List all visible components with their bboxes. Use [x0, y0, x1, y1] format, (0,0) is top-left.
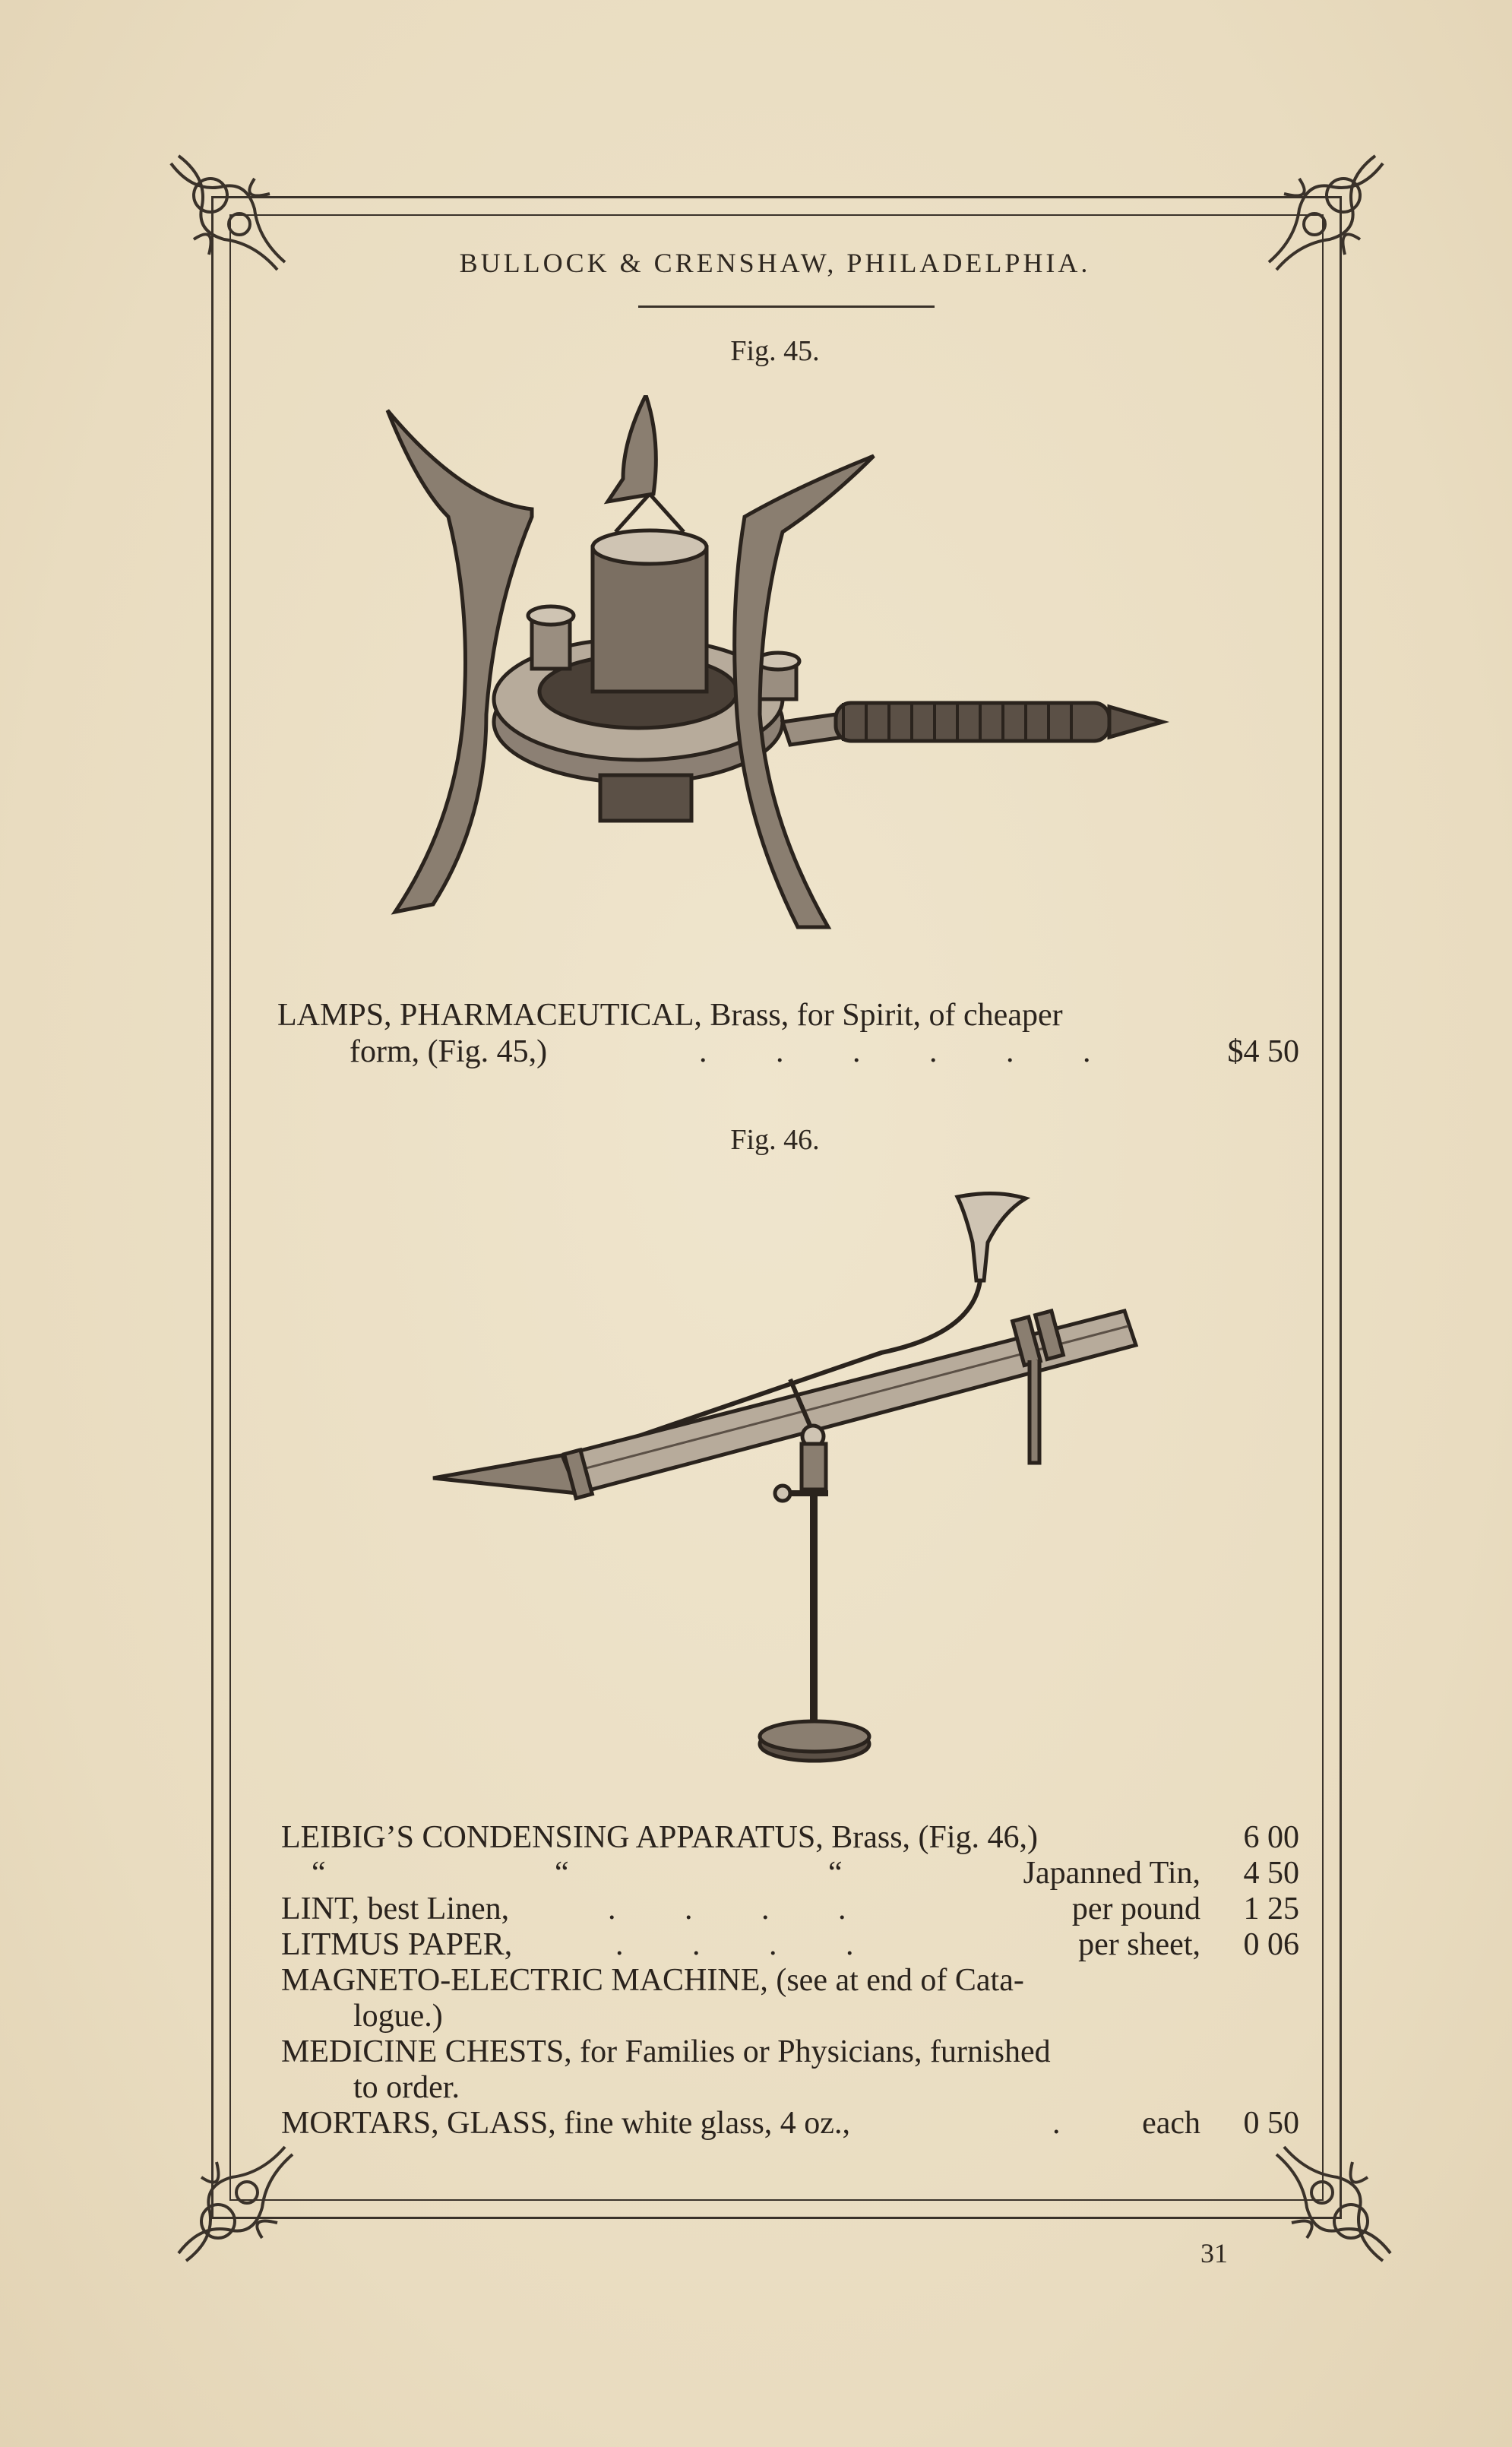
header-rule — [638, 305, 935, 308]
mortars-entry: MORTARS, GLASS, fine white glass, 4 oz., — [281, 2106, 850, 2141]
corner-ornament-bottom-right — [1269, 2139, 1398, 2268]
figure-45-label: Fig. 45. — [730, 335, 820, 367]
leibig-japanned-label: Japanned Tin, — [1023, 1856, 1200, 1891]
leibig-ditto-2: “ — [555, 1856, 569, 1891]
lamps-leader-dots: . . . . . . — [699, 1034, 1091, 1069]
magneto-entry-line2: logue.) — [353, 1999, 443, 2034]
litmus-unit: per sheet, — [1078, 1927, 1200, 1962]
corner-ornament-bottom-left — [171, 2139, 300, 2268]
leibig-price: 6 00 — [1243, 1820, 1299, 1855]
condensing-apparatus-illustration — [425, 1182, 1155, 1790]
lint-unit: per pound — [1071, 1891, 1200, 1926]
page-number: 31 — [1200, 2238, 1228, 2268]
mortars-price: 0 50 — [1243, 2106, 1299, 2141]
mortars-unit: each — [1142, 2106, 1200, 2141]
mortars-leader-dots: . — [1052, 2106, 1061, 2141]
leibig-ditto-1: “ — [312, 1856, 326, 1891]
figure-46-label: Fig. 46. — [730, 1124, 820, 1156]
lint-price: 1 25 — [1243, 1891, 1299, 1926]
lamps-entry-line2: form, (Fig. 45,) — [350, 1034, 548, 1069]
leibig-entry: LEIBIG’S CONDENSING APPARATUS, Brass, (Fig. 46,) — [281, 1820, 1039, 1855]
medicine-chests-entry-line1: MEDICINE CHESTS, for Families or Physicians, furnished — [281, 2034, 1051, 2069]
page-header: BULLOCK & CRENSHAW, PHILADELPHIA. — [459, 248, 1091, 278]
lamps-entry-line1: LAMPS, PHARMACEUTICAL, Brass, for Spirit, of cheaper — [277, 998, 1063, 1033]
lint-leader-dots: . . . . — [608, 1891, 846, 1926]
medicine-chests-entry-line2: to order. — [353, 2070, 460, 2105]
leibig-japanned-price: 4 50 — [1243, 1856, 1299, 1891]
magneto-entry-line1: MAGNETO-ELECTRIC MACHINE, (see at end of Cata- — [281, 1963, 1024, 1998]
spirit-lamp-illustration — [372, 395, 1193, 958]
litmus-price: 0 06 — [1243, 1927, 1299, 1962]
litmus-leader-dots: . . . . — [615, 1927, 854, 1962]
leibig-ditto-3: “ — [828, 1856, 843, 1891]
litmus-entry: LITMUS PAPER, — [281, 1927, 513, 1962]
lint-entry: LINT, best Linen, — [281, 1891, 510, 1926]
lamps-price: $4 50 — [1227, 1034, 1299, 1069]
